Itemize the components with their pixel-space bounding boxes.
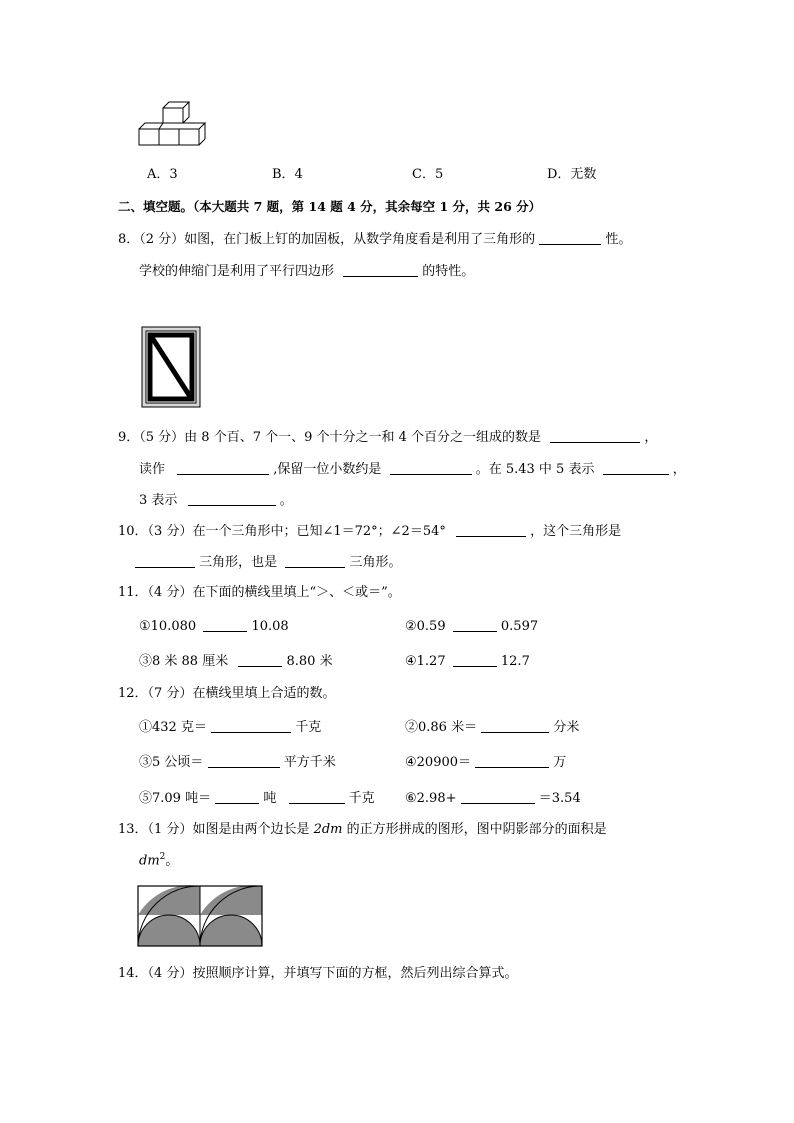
q9-line2 <box>139 460 686 478</box>
q12-blank-3[interactable] <box>208 753 280 768</box>
q12-blank-6[interactable] <box>289 789 345 804</box>
q12-item-1 <box>139 718 321 736</box>
q12-blank-4[interactable] <box>475 753 549 768</box>
q8-text2: 学校的伸缩门是利用了平行四边形 <box>139 264 335 279</box>
q11-item-3-right: 8.80 米 <box>286 654 333 669</box>
q8-text-end: 性。 <box>605 232 632 247</box>
q12-item-4 <box>405 753 566 771</box>
q10-text2b: 三角形。 <box>349 555 402 570</box>
q8-line2 <box>139 262 474 280</box>
q12-item-5-mid: 吨 <box>263 791 277 806</box>
q11-item-4-right: 12.7 <box>500 654 530 669</box>
q11-item-2-left: ②0.59 <box>405 619 446 634</box>
q12-blank-2[interactable] <box>481 718 549 733</box>
q11-item-3 <box>139 652 333 670</box>
q9-text1-end: ， <box>644 430 658 445</box>
q11-item-3-left: ③8 米 88 厘米 <box>139 654 229 669</box>
q11-blank-2[interactable] <box>453 617 497 632</box>
q10-text1a: 10．（3 分）在一个三角形中；已知∠1＝72°；∠2＝54° <box>118 524 446 539</box>
q9-text2c: 。在 5.43 中 5 表示 <box>475 462 595 477</box>
q11-item-2 <box>405 617 538 635</box>
q11-item-1-left: ①10.080 <box>139 619 197 634</box>
q12-item-1-right: 千克 <box>295 720 322 735</box>
shaded-squares-figure <box>137 885 263 947</box>
q13-text1a: 13．（1 分）如图是由两个边长是 <box>118 822 314 837</box>
door-brace-figure <box>141 326 201 408</box>
q9-text2a: 读作 <box>139 462 166 477</box>
q9-text1: 9．（5 分）由 8 个百、7 个一、9 个十分之一和 4 个百分之一组成的数是 <box>118 430 542 445</box>
q7-option-c: C．5 <box>412 167 444 182</box>
q12-item-5-right: 千克 <box>348 791 375 806</box>
q9-blank-4[interactable] <box>603 460 669 475</box>
q13-unit-2dm: 2dm <box>313 822 343 837</box>
q11-blank-3[interactable] <box>238 652 282 667</box>
q10-text1b: ，这个三角形是 <box>530 524 622 539</box>
q11-item-1-right: 10.08 <box>251 619 289 634</box>
q12-item-5-left: ⑤7.09 吨＝ <box>139 791 212 806</box>
q10-blank-1[interactable] <box>456 522 526 537</box>
q9-blank-3[interactable] <box>390 460 472 475</box>
q12-blank-1[interactable] <box>211 718 291 733</box>
q8-blank-2[interactable] <box>343 262 418 277</box>
q12-blank-5[interactable] <box>215 789 259 804</box>
q12-item-2-left: ②0.86 米＝ <box>405 720 478 735</box>
q9-blank-2[interactable] <box>177 460 269 475</box>
q11-item-4-left: ④1.27 <box>405 654 446 669</box>
q11-blank-1[interactable] <box>203 617 247 632</box>
q12-item-3-left: ③5 公顷＝ <box>139 755 204 770</box>
q11-title: 11．（4 分）在下面的横线里填上“＞、＜或＝”。 <box>118 585 401 600</box>
q10-line2 <box>135 553 401 571</box>
q12-item-2 <box>405 718 579 736</box>
q13-unit-dm: dm <box>139 853 160 869</box>
q13-text2-end: 。 <box>165 853 179 869</box>
q12-item-5 <box>139 789 375 807</box>
q9-text2-end: ， <box>672 462 686 477</box>
q9-blank-1[interactable] <box>550 428 640 443</box>
q12-item-3-right: 平方千米 <box>283 755 336 770</box>
q12-item-6-left: ⑥2.98+ <box>405 791 457 806</box>
q10-text2a: 三角形，也是 <box>199 555 278 570</box>
q9-blank-5[interactable] <box>188 491 276 506</box>
q12-item-2-right: 分米 <box>553 720 580 735</box>
q12-item-1-left: ①432 克＝ <box>139 720 207 735</box>
q9-text2b: ,保留一位小数约是 <box>273 462 382 477</box>
q7-option-d: D．无数 <box>547 167 597 182</box>
q10-line1 <box>118 522 621 540</box>
q11-item-4 <box>405 652 530 670</box>
q8-blank-1[interactable] <box>539 230 601 245</box>
q7-option-b: B．4 <box>272 167 303 182</box>
q12-blank-7[interactable] <box>461 789 535 804</box>
q12-item-3 <box>139 753 336 771</box>
section-title: 二、填空题。（本大题共 7 题，第 14 题 4 分，其余每空 1 分，共 26 分） <box>118 199 542 214</box>
q10-blank-3[interactable] <box>285 553 345 568</box>
q14-text: 14．（4 分）按照顺序计算，并填写下面的方框，然后列出综合算式。 <box>118 966 518 981</box>
q9-text3-end: 。 <box>279 493 293 508</box>
q11-item-1 <box>139 617 289 635</box>
q13-line2 <box>139 852 178 869</box>
q12-item-6 <box>405 789 581 807</box>
q13-line1 <box>118 822 607 838</box>
q8-text: 8．（2 分）如图，在门板上钉的加固板，从数学角度看是利用了三角形的 <box>118 232 536 247</box>
q8-text2-end: 的特性。 <box>422 264 475 279</box>
q8-line1 <box>118 230 631 248</box>
q13-sup: 2 <box>159 852 166 862</box>
q12-item-6-right: ＝3.54 <box>538 791 581 806</box>
q12-title: 12．（7 分）在横线里填上合适的数。 <box>118 686 336 701</box>
q10-blank-2[interactable] <box>135 553 195 568</box>
q11-item-2-right: 0.597 <box>500 619 539 634</box>
cube-stack-figure <box>136 100 210 148</box>
q9-text3a: 3 表示 <box>139 493 178 508</box>
q12-item-4-left: ④20900＝ <box>405 755 472 770</box>
q13-text1b: 的正方形拼成的图形，图中阴影部分的面积是 <box>342 822 607 837</box>
q7-option-a: A．3 <box>147 167 178 182</box>
q11-blank-4[interactable] <box>453 652 497 667</box>
q9-line1 <box>118 428 657 446</box>
q9-line3 <box>139 491 293 509</box>
q12-item-4-right: 万 <box>553 755 567 770</box>
